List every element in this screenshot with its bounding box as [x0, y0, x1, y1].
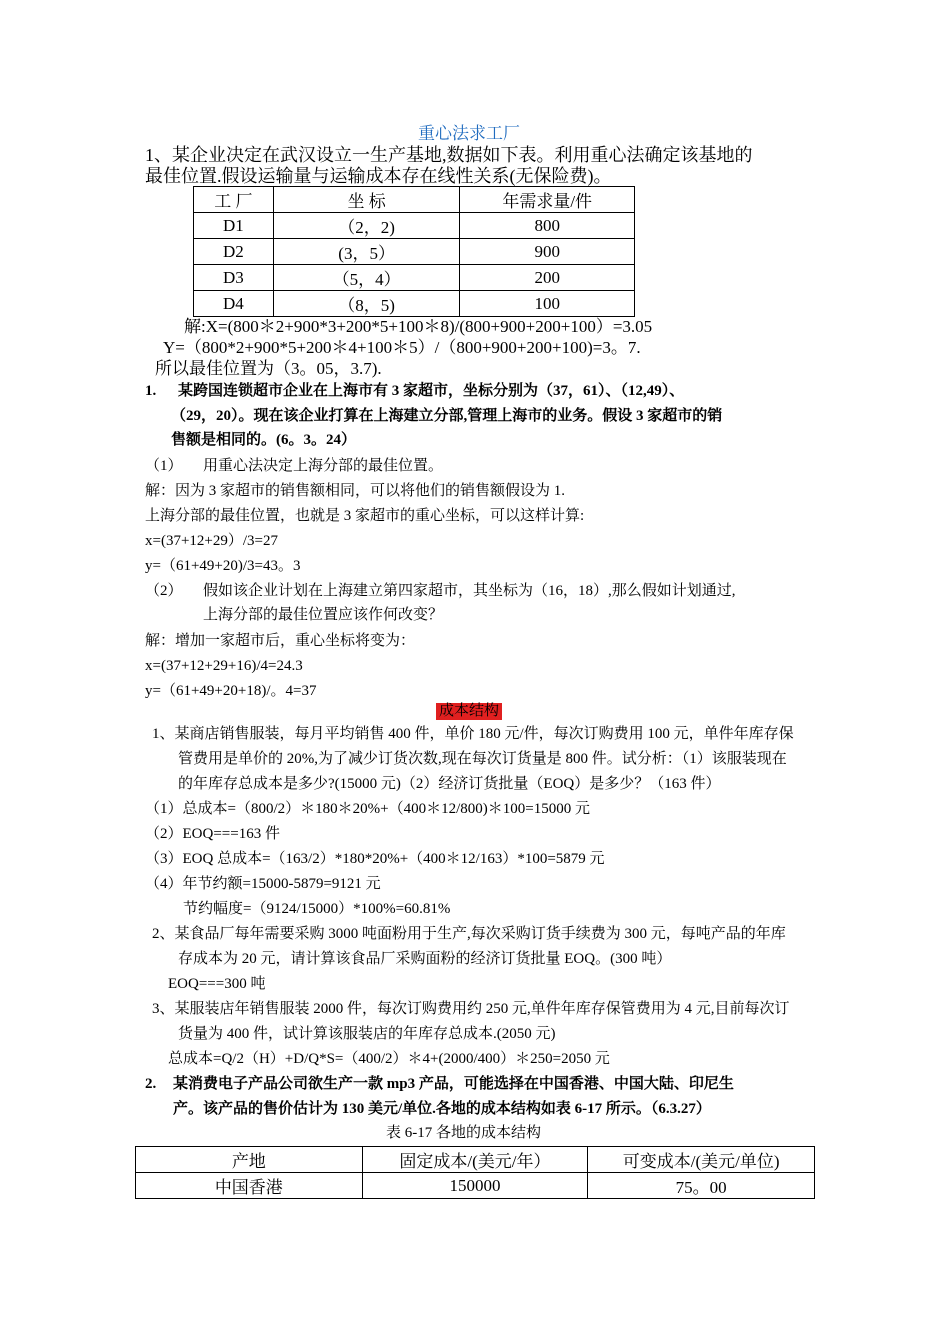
- cost-q1-answer-4: （4）年节约额=15000-5879=9121 元: [145, 876, 381, 892]
- part-1-text: 用重心法决定上海分部的最佳位置。: [203, 458, 444, 474]
- table-row: [194, 239, 635, 265]
- header-coordinates: 坐 标: [273, 187, 460, 213]
- cost-q2-line-1: 2、某食品厂每年需要采购 3000 吨面粉用于生产,每次采购订货手续费为 300 元，每吨产品的年库: [152, 926, 786, 942]
- factory-data-table: [193, 186, 635, 317]
- question-1-line-1: 1、某企业决定在武汉设立一生产基地,数据如下表。利用重心法确定该基地的: [145, 145, 753, 165]
- question-3-line-1: 某消费电子产品公司欲生产一款 mp3 产品，可能选择在中国香港、中国大陆、印尼生: [173, 1076, 734, 1092]
- table-cell: 150000: [362, 1173, 588, 1199]
- header-location: 产地: [136, 1147, 363, 1173]
- question-2-number: 1.: [145, 383, 157, 399]
- header-factory: 工 厂: [194, 187, 274, 213]
- table-cell: (3，5）: [273, 239, 460, 265]
- table-row: [194, 291, 635, 317]
- cost-q1-line-2: 管费用是单价的 20%,为了减少订货次数,现在每次订货量是 800 件。试分析：（1）该服装现在: [178, 751, 787, 767]
- table-row: [136, 1173, 815, 1199]
- table-header-row: [136, 1147, 815, 1173]
- question-2-line-1: 某跨国连锁超市企业在上海市有 3 家超市，坐标分别为（37，61）、（12,49）、: [178, 383, 685, 399]
- table-cell: D3: [194, 265, 274, 291]
- cost-q2-line-2: 存成本为 20 元，请计算该食品厂采购面粉的经济订货批量 EOQ。(300 吨）: [178, 951, 672, 967]
- cost-structure-table: [135, 1146, 815, 1199]
- section-title-center-of-gravity: 重心法求工厂: [418, 124, 520, 143]
- answer-1-line-4: y=（61+49+20)/3=43。3: [145, 558, 301, 574]
- table-cell: D4: [194, 291, 274, 317]
- answer-2-line-3: y=（61+49+20+18)/。4=37: [145, 683, 317, 699]
- table-caption: 表 6-17 各地的成本结构: [386, 1125, 541, 1141]
- table-cell: （5，4）: [273, 265, 460, 291]
- table-row: [194, 213, 635, 239]
- answer-1-line-3: x=(37+12+29）/3=27: [145, 533, 279, 549]
- answer-2-line-2: x=(37+12+29+16)/4=24.3: [145, 658, 303, 674]
- table-cell: D2: [194, 239, 274, 265]
- header-fixed-cost: 固定成本/(美元/年）: [362, 1147, 588, 1173]
- part-2-text-line-2: 上海分部的最佳位置应该作何改变？: [203, 607, 444, 623]
- cost-q1-answer-2: （2）EOQ===163 件: [145, 826, 280, 842]
- header-annual-demand: 年需求量/件: [460, 187, 635, 213]
- table-cell: 中国香港: [136, 1173, 363, 1199]
- cost-q3-answer: 总成本=Q/2（H）+D/Q*S=（400/2）＊4+(2000/400）＊250=2050 元: [168, 1051, 610, 1067]
- solution-result: 所以最佳位置为（3。05，3.7).: [155, 359, 382, 378]
- part-2-text-line-1: 假如该企业计划在上海建立第四家超市，其坐标为（16，18）,那么假如计划通过,: [203, 583, 736, 599]
- table-cell: 100: [460, 291, 635, 317]
- header-variable-cost: 可变成本/(美元/单位): [588, 1147, 815, 1173]
- question-1-line-2: 最佳位置.假设运输量与运输成本存在线性关系(无保险费)。: [145, 166, 612, 186]
- question-3-number: 2.: [145, 1076, 157, 1092]
- question-2-line-3: 售额是相同的。(6。3。24）: [171, 432, 356, 448]
- table-cell: 75。00: [588, 1173, 815, 1199]
- table-cell: D1: [194, 213, 274, 239]
- question-3-line-2: 产。该产品的售价估计为 130 美元/单位.各地的成本结构如表 6-17 所示。（6.3.27）: [173, 1101, 711, 1117]
- table-cell: （2，2): [273, 213, 460, 239]
- section-title-cost-structure: 成本结构: [436, 703, 502, 720]
- cost-q3-line-1: 3、某服装店年销售服装 2000 件，每次订购费用约 250 元,单件年库存保管费用为 4 元,目前每次订: [152, 1001, 790, 1017]
- solution-y: Y=（800*2+900*5+200＊4+100＊5）/（800+900+200+100)=3。7.: [163, 338, 641, 357]
- part-2-number: （2）: [145, 583, 183, 599]
- cost-q1-line-3: 的年库存总成本是多少?(15000 元)（2）经济订货批量（EOQ）是多少？（163 件）: [178, 776, 721, 792]
- cost-q1-line-1: 1、某商店销售服装，每月平均销售 400 件，单价 180 元/件，每次订购费用 100 元，单件年库存保: [152, 726, 794, 742]
- table-cell: 800: [460, 213, 635, 239]
- solution-x: 解:X=(800＊2+900*3+200*5+100＊8)/(800+900+200+100）=3.05: [184, 317, 653, 336]
- answer-2-line-1: 解：增加一家超市后，重心坐标将变为：: [145, 633, 416, 649]
- cost-q1-answer-1: （1）总成本=（800/2）＊180＊20%+（400＊12/800)＊100=15000 元: [145, 801, 590, 817]
- table-header-row: [194, 187, 635, 213]
- answer-1-line-2: 上海分部的最佳位置，也就是 3 家超市的重心坐标，可以这样计算:: [145, 508, 585, 524]
- question-2-line-2: （29，20）。现在该企业打算在上海建立分部,管理上海市的业务。假设 3 家超市的销: [171, 408, 723, 424]
- table-row: [194, 265, 635, 291]
- part-1-number: （1）: [145, 458, 183, 474]
- table-cell: 200: [460, 265, 635, 291]
- cost-q2-answer: EOQ===300 吨: [168, 976, 266, 992]
- cost-q1-answer-5: 节约幅度=（9124/15000）*100%=60.81%: [183, 901, 451, 917]
- table-cell: （8，5): [273, 291, 460, 317]
- table-cell: 900: [460, 239, 635, 265]
- cost-q1-answer-3: （3）EOQ 总成本=（163/2）*180*20%+（400＊12/163）*100=5879 元: [145, 851, 605, 867]
- cost-q3-line-2: 货量为 400 件，试计算该服装店的年库存总成本.(2050 元): [178, 1026, 556, 1042]
- answer-1-line-1: 解：因为 3 家超市的销售额相同，可以将他们的销售额假设为 1.: [145, 483, 566, 499]
